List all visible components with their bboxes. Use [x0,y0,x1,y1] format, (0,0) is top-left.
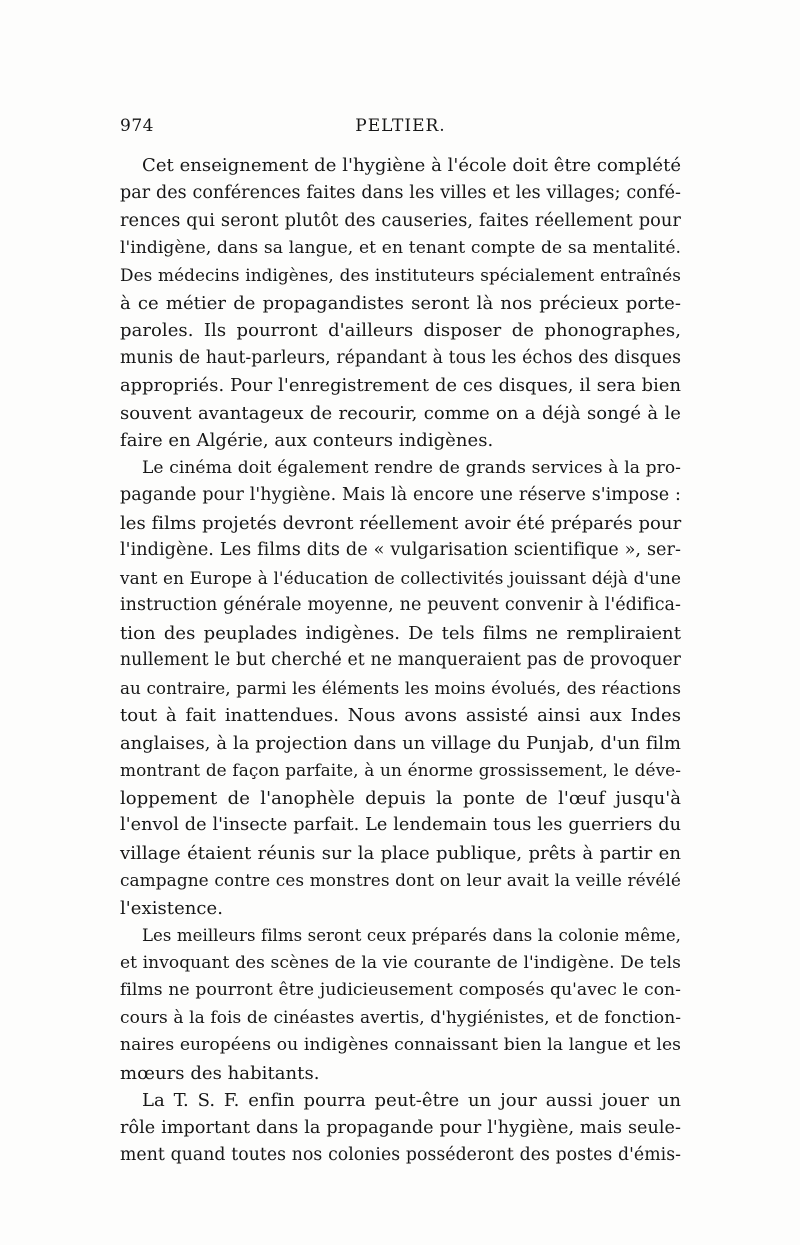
body-text [120,152,681,1170]
text-line: l'existence. [120,897,224,919]
text-line: mœurs des habitants. [120,1062,320,1084]
text-line: montrant de façon parfaite, à un énorme grossissement, le déve- [120,760,681,780]
text-line: nullement le but cherché et ne manqueraient pas de provoquer [120,650,681,670]
text-line: La T. S. F. enfin pourra peut-être un jour aussi jouer un [142,1090,681,1111]
page-number: 974 [120,116,154,136]
text-line: loppement de l'anophèle depuis la ponte de l'œuf jusqu'à [120,787,681,809]
text-line: films ne pourront être judicieusement composés qu'avec le con- [120,980,681,1000]
text-line: anglaises, à la projection dans un village du Punjab, d'un film [120,732,681,754]
text-line: munis de haut-parleurs, répandant à tous les échos des disques [120,347,681,368]
text-line: pagande pour l'hygiène. Mais là encore une réserve s'impose : [120,485,681,505]
text-line: au contraire, parmi les éléments les moins évolués, des réactions [120,677,681,698]
text-line: souvent avantageux de recourir, comme on a déjà songé à le [120,402,681,424]
text-line: appropriés. Pour l'enregistrement de ces disques, il sera bien [120,375,681,396]
text-line: Des médecins indigènes, des instituteurs spécialement entraînés [120,265,681,285]
text-line: ment quand toutes nos colonies posséderont des postes d'émis- [120,1145,681,1165]
text-line: tion des peuplades indigènes. De tels films ne rempliraient [120,622,681,644]
text-line: Cet enseignement de l'hygiène à l'école doit être complété [142,155,682,176]
text-line: naires européens ou indigènes connaissant bien la langue et les [120,1035,681,1055]
text-line: Les meilleurs films seront ceux préparés dans la colonie même, [142,926,681,945]
text-line: tout à fait inattendues. Nous avons assisté ainsi aux Indes [120,705,681,726]
text-line: rences qui seront plutôt des causeries, faites réellement pour [120,210,681,231]
text-line: par des conférences faites dans les villes et les villages; confé- [120,182,681,203]
text-line: cours à la fois de cinéastes avertis, d'hygiénistes, et de fonction- [120,1007,681,1028]
text-line: rôle important dans la propagande pour l'hygiène, mais seule- [120,1117,681,1138]
text-line: les films projetés devront réellement avoir été préparés pour [120,512,682,534]
text-line: et invoquant des scènes de la vie courante de l'indigène. De tels [120,952,681,973]
running-head [120,116,681,140]
text-line: village étaient réunis sur la place publique, prêts à partir en [120,842,681,864]
running-title: PELTIER. [355,116,446,136]
text-line: l'indigène, dans sa langue, et en tenant compte de sa mentalité. [120,237,681,258]
text-line: l'envol de l'insecte parfait. Le lendemain tous les guerriers du [120,815,681,835]
text-line: vant en Europe à l'éducation de collectivités jouissant déjà d'une [120,567,681,588]
text-line: l'indigène. Les films dits de « vulgarisation scientifique », ser- [120,540,681,560]
text-line: paroles. Ils pourront d'ailleurs disposer de phonographes, [120,320,681,341]
text-line: campagne contre ces monstres dont on leur avait la veille révélé [120,870,681,890]
text-line: instruction générale moyenne, ne peuvent convenir à l'édifica- [120,595,681,615]
text-line: Le cinéma doit également rendre de grands services à la pro- [142,457,681,478]
text-line: faire en Algérie, aux conteurs indigènes. [120,430,494,451]
text-line: à ce métier de propagandistes seront là nos précieux porte- [120,292,681,314]
